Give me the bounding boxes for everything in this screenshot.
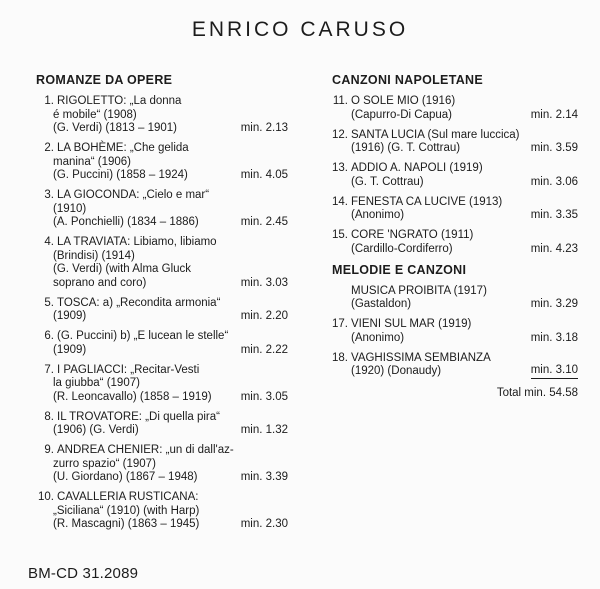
- track-item: [36, 491, 288, 532]
- track-text: MUSICA PROIBITA (1917): [351, 284, 487, 297]
- track-text: (G. Verdi) (1813 – 1901): [53, 122, 178, 134]
- track-duration: min. 4.05: [240, 169, 288, 181]
- track-text: „Siciliana“ (1910) (with Harp): [53, 504, 200, 517]
- track-text: (A. Ponchielli) (1834 – 1886): [53, 216, 199, 228]
- total-duration: [497, 387, 578, 399]
- track-item: [36, 142, 288, 183]
- section-heading-melodie: MELODIE E CANZONI: [332, 262, 467, 277]
- track-item: [36, 189, 288, 230]
- track-item: [332, 318, 578, 345]
- track-text: (G. Puccini) b) „E lucean le stelle“: [57, 330, 229, 342]
- track-duration: min. 2.20: [240, 310, 288, 322]
- track-detail-line: [36, 156, 288, 170]
- track-number: 6.: [44, 330, 54, 342]
- track-number: 8.: [44, 410, 54, 423]
- track-text: (Capurro-Di Capua): [351, 108, 452, 121]
- track-item: [36, 444, 288, 485]
- track-text: (G. Verdi) (with Alma Gluck: [53, 263, 192, 275]
- track-text: (1920) (Donaudy): [351, 365, 442, 377]
- track-title-line: [332, 229, 578, 243]
- track-duration: min. 2.30: [240, 518, 288, 530]
- track-text: SANTA LUCIA (Sul mare luccica): [351, 128, 520, 141]
- track-text: (1909): [53, 310, 87, 322]
- track-duration: min. 2.22: [240, 343, 288, 356]
- track-title-line: [332, 162, 578, 176]
- track-number: 9.: [44, 444, 54, 456]
- track-text: CORE 'NGRATO (1911): [351, 229, 474, 241]
- track-number: 2.: [44, 142, 54, 154]
- track-title-line: [332, 352, 578, 366]
- track-text: VAGHISSIMA SEMBIANZA: [351, 351, 491, 364]
- track-duration: min. 3.06: [530, 175, 578, 188]
- track-title-line: [332, 285, 578, 299]
- songs-column: [332, 73, 578, 403]
- track-detail-line: [36, 109, 288, 123]
- track-number: 3.: [44, 189, 54, 201]
- track-item: [36, 236, 288, 290]
- track-duration: min. 3.59: [530, 142, 578, 154]
- track-text: LA TRAVIATA: Libiamo, libiamo: [57, 236, 217, 248]
- track-duration: min. 4.23: [530, 242, 578, 255]
- opera-arias-column: [36, 73, 288, 538]
- track-title-line: [36, 236, 288, 250]
- track-title-line: [332, 318, 578, 332]
- track-duration: min. 3.03: [240, 276, 288, 289]
- artist-title: ENRICO CARUSO: [191, 18, 409, 41]
- track-detail-line: [36, 505, 288, 519]
- track-title-line: [36, 142, 288, 156]
- track-text: ANDREA CHENIER: „un di dall'az-: [57, 444, 234, 456]
- track-text: LA GIOCONDA: „Cielo e mar“: [57, 189, 210, 201]
- track-detail-line: [36, 203, 288, 217]
- track-title-line: [36, 95, 288, 109]
- track-number: 15.: [332, 229, 348, 241]
- section-heading-romanze: ROMANZE DA OPERE: [36, 73, 173, 87]
- catalog-number: BM-CD 31.2089: [28, 565, 139, 582]
- track-list-left: [36, 95, 288, 532]
- track-text: (Cardillo-Cordiferro): [351, 242, 453, 255]
- track-text: (Anonimo): [351, 331, 405, 344]
- track-detail-line: [36, 377, 288, 391]
- track-detail-line: [36, 250, 288, 264]
- track-text: (1906) (G. Verdi): [53, 424, 139, 436]
- track-text: é mobile“ (1908): [53, 108, 137, 121]
- track-text: (U. Giordano) (1867 – 1948): [53, 471, 198, 483]
- track-text: (Gastaldon): [351, 298, 412, 310]
- track-text: IL TROVATORE: „Di quella pira“: [57, 410, 220, 423]
- track-number: 11.: [332, 95, 348, 107]
- track-text: (G. Puccini) (1858 – 1924): [53, 169, 188, 181]
- track-text: RIGOLETTO: „La donna: [57, 95, 182, 107]
- track-title-line: [332, 95, 578, 109]
- track-text: ADDIO A. NAPOLI (1919): [351, 162, 483, 174]
- track-number: 10.: [38, 491, 54, 503]
- track-title-line: [36, 491, 288, 505]
- track-title-line: [36, 411, 288, 425]
- track-title-line: [36, 330, 288, 344]
- track-duration: min. 3.10: [531, 364, 578, 379]
- track-item: [332, 229, 578, 256]
- track-text: (Anonimo): [351, 209, 405, 221]
- track-number: 4.: [44, 236, 54, 248]
- track-number: 1.: [44, 95, 54, 107]
- track-number: 17.: [332, 318, 348, 330]
- track-number: 5.: [44, 296, 54, 309]
- track-item: [332, 95, 578, 122]
- track-title-line: [36, 444, 288, 458]
- track-text: (1916) (G. T. Cottrau): [351, 142, 461, 154]
- track-item: [332, 162, 578, 189]
- track-list-melodie: [332, 285, 578, 379]
- track-duration: min. 3.18: [530, 331, 578, 344]
- track-text: O SOLE MIO (1916): [351, 95, 456, 107]
- track-duration: min. 3.05: [240, 390, 288, 403]
- track-detail-line: [36, 263, 288, 277]
- track-item: [332, 285, 578, 312]
- track-duration: min. 3.39: [240, 471, 288, 483]
- track-item: [36, 95, 288, 136]
- track-text: (G. T. Cottrau): [351, 175, 424, 188]
- track-text: manina“ (1906): [53, 155, 131, 168]
- track-text: VIENI SUL MAR (1919): [351, 318, 472, 330]
- track-number: 14.: [332, 195, 348, 208]
- track-duration: min. 3.29: [530, 298, 578, 310]
- track-duration: min. 2.45: [240, 216, 288, 228]
- track-text: (R. Mascagni) (1863 – 1945): [53, 518, 200, 530]
- track-duration: min. 2.13: [240, 122, 288, 134]
- track-text: FENESTA CA LUCIVE (1913): [351, 195, 503, 208]
- track-item: [36, 364, 288, 405]
- track-item: [332, 129, 578, 156]
- track-text: TOSCA: a) „Recondita armonia“: [57, 296, 221, 309]
- track-text: (Brindisi) (1914): [53, 249, 135, 262]
- track-title-line: [332, 129, 578, 143]
- track-item: [332, 196, 578, 223]
- track-text: I PAGLIACCI: „Recitar-Vesti: [57, 363, 200, 376]
- track-duration: min. 3.35: [530, 209, 578, 221]
- track-number: 18.: [332, 351, 348, 364]
- track-text: (1909): [53, 343, 87, 356]
- track-number: 12.: [332, 128, 348, 141]
- track-list-napoletane: [332, 95, 578, 256]
- track-number: 13.: [332, 162, 348, 174]
- track-item: [36, 330, 288, 357]
- track-text: zurro spazio“ (1907): [53, 457, 156, 470]
- track-item: [332, 352, 578, 379]
- track-duration: min. 2.14: [530, 108, 578, 121]
- track-title-line: [36, 364, 288, 378]
- track-title-line: [36, 189, 288, 203]
- track-detail-line: [36, 458, 288, 472]
- track-number: 7.: [44, 363, 54, 376]
- track-text: (1910): [53, 202, 87, 215]
- track-title-line: [332, 196, 578, 210]
- section-heading-canzoni: CANZONI NAPOLETANE: [332, 73, 483, 87]
- track-item: [36, 411, 288, 438]
- track-title-line: [36, 297, 288, 311]
- track-text: LA BOHÈME: „Che gelida: [57, 142, 189, 154]
- track-text: CAVALLERIA RUSTICANA:: [57, 491, 199, 503]
- track-duration: min. 1.32: [240, 424, 288, 436]
- track-text: (R. Leoncavallo) (1858 – 1919): [53, 390, 212, 403]
- track-item: [36, 297, 288, 324]
- total-duration-text: Total min. 54.58: [496, 387, 578, 399]
- track-text: soprano and coro): [53, 276, 147, 289]
- track-text: la giubba“ (1907): [53, 377, 140, 389]
